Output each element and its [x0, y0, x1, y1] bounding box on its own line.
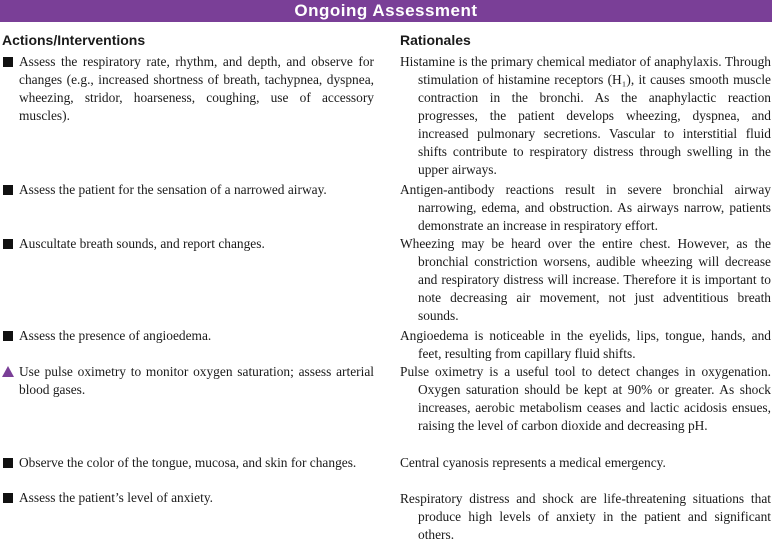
actions-column-header: Actions/Interventions: [2, 32, 146, 48]
square-bullet-icon: [2, 235, 16, 253]
action-item: [2, 489, 374, 507]
square-bullet-icon: [2, 489, 16, 507]
section-title: Ongoing Assessment: [294, 1, 478, 20]
action-item: [2, 181, 374, 199]
action-item: [2, 454, 374, 472]
action-text: Assess the patient’s level of anxiety.: [19, 490, 213, 505]
rationale-text: Histamine is the primary chemical mediator of anaphylaxis. Through stimulation of histamine receptors (H₁), it causes smooth muscle contraction in the bronchi. As the anaphylactic reaction progresses, the patient develops wheezing, dyspnea, and increased pulmonary secretions. Vascular to interstitial fluid shifts contribute to respiratory distress through swelling in the upper airways.: [400, 54, 771, 177]
rationale-text: Central cyanosis represents a medical emergency.: [400, 455, 666, 470]
action-text: Assess the respiratory rate, rhythm, and depth, and observe for changes (e.g., increased shortness of breath, tachypnea, dyspnea, wheezing, stridor, hoarseness, coughing, use of accessory muscles).: [19, 54, 374, 123]
section-banner: [0, 0, 772, 22]
square-bullet-icon: [2, 454, 16, 472]
rationale-text: Respiratory distress and shock are life-threatening situations that produce high levels of anxiety in the patient and significant others.: [400, 491, 771, 542]
rationale-text: Angioedema is noticeable in the eyelids, lips, tongue, hands, and feet, resulting from capillary fluid shifts.: [400, 328, 771, 361]
action-item: [2, 235, 374, 253]
triangle-bullet-icon: [2, 363, 16, 381]
rationale-text: Antigen-antibody reactions result in severe bronchial airway narrowing, edema, and obstruction. As airways narrow, patients demonstrate an increase in respiratory effort.: [400, 182, 771, 233]
action-text: Assess the presence of angioedema.: [19, 328, 212, 343]
rationale-text: Pulse oximetry is a useful tool to detect changes in oxygenation. Oxygen saturation should be kept at 90% or greater. As shock increases, aerobic metabolism ceases and lactic acidosis ensues, raising the level of carbon dioxide and decreasing pH.: [400, 364, 771, 433]
action-text: Auscultate breath sounds, and report changes.: [19, 236, 265, 251]
action-text: Use pulse oximetry to monitor oxygen saturation; assess arterial blood gases.: [19, 364, 374, 397]
action-item: [2, 363, 374, 399]
rationale-text: Wheezing may be heard over the entire chest. However, as the bronchial constriction worsens, audible wheezing will decrease and respiratory distress will increase. Therefore it is important to note decreasing air movement, not just adventitious breath sounds.: [400, 236, 771, 323]
rationales-column-header: Rationales: [400, 32, 471, 48]
square-bullet-icon: [2, 53, 16, 71]
action-item: [2, 53, 374, 125]
action-item: [2, 327, 374, 345]
square-bullet-icon: [2, 181, 16, 199]
action-text: Observe the color of the tongue, mucosa, and skin for changes.: [19, 455, 357, 470]
square-bullet-icon: [2, 327, 16, 345]
action-text: Assess the patient for the sensation of a narrowed airway.: [19, 182, 327, 197]
